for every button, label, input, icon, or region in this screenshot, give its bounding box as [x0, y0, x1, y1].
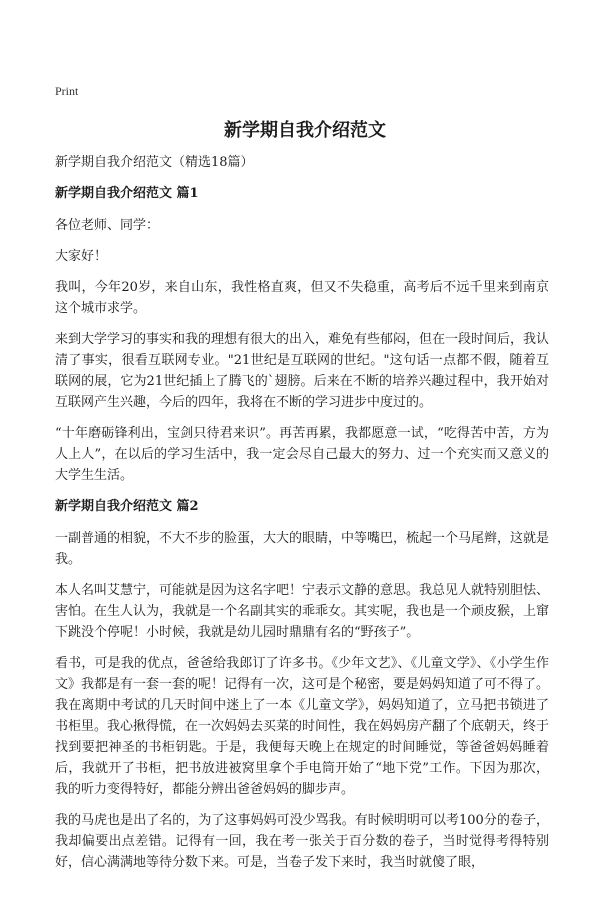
paragraph: 来到大学学习的事实和我的理想有很大的出入，难免有些郁闷，但在一段时间后，我认清了事实，很看互联网专业。"21世纪是互联网的世纪。"这句话一点都不假，随着互联网的展，它为21世纪插上了腾飞的`翅膀。后来在不断的培养兴趣过程中，我开始对互联网产生兴趣，今后的四年，我将在不断的学习进步中度过的。 [55, 332, 550, 410]
section-heading: 新学期自我介绍范文 篇2 [55, 499, 199, 514]
paragraph: 本人名叫艾慧宁，可能就是因为这名字吧！宁表示文静的意思。我总见人就特别胆怯、害怕。在生人认为，我就是一个名副其实的乖乖女。其实呢，我也是一个顽皮猴，上窜下跳没个停呢！小时候，我就是幼儿园时鼎鼎有名的“野孩子”。 [55, 583, 550, 640]
paragraph: 我叫，今年20岁，来自山东，我性格直爽，但又不失稳重，高考后不远千里来到南京这个城市求学。 [55, 280, 549, 316]
print-label: Print [55, 84, 79, 98]
paragraph: 大家好！ [55, 249, 108, 264]
paragraph: 看书，可是我的优点，爸爸给我郎订了许多书。《少年文艺》、《儿童文学》、《小学生作文》我都是有一套一套的呢！记得有一次，这可是个秘密，要是妈妈知道了可不得了。我在离期中考试的几天时间中迷上了一本《儿童文学》，妈妈知道了，立马把书锁进了书柜里。我心揪得慌，在一次妈妈去买菜的时间性，我在妈妈房产翻了个底朝天，终于找到要把神圣的书柜钥匙。于是，我便每天晚上在规定的时间睡觉，等爸爸妈妈睡着后，我就开了书柜，把书放进被窝里拿个手电筒开始了“地下党”工作。下因为那次，我的听力变得特好，都能分辨出爸爸妈妈的脚步声。 [55, 656, 550, 797]
section-heading: 新学期自我介绍范文 篇1 [55, 186, 199, 201]
paragraph: 各位老师、同学： [55, 218, 160, 233]
paragraph: 我的马虎也是出了名的，为了这事妈妈可没少骂我。有时候明明可以考100分的卷子，我却偏要出点差错。记得有一回，我在考一张关于百分数的卷子，当时觉得考得特别好，信心满满地等待分数下来。可是，当卷子发下来时，我当时就傻了眼， [55, 813, 549, 870]
document-body [55, 152, 549, 883]
document-title: 新学期自我介绍范文 [224, 120, 386, 141]
document-subtitle: 新学期自我介绍范文（精选18篇） [55, 155, 254, 170]
paragraph: 一副普通的相貌，不大不步的脸蛋，大大的眼睛，中等嘴巴，梳起一个马尾辫，这就是我。 [55, 531, 550, 567]
paragraph: “十年磨砺锋利出，宝剑只待君来识”。再苦再累，我都愿意一试，“吃得苦中苦，方为人上人”，在以后的学习生活中，我一定会尽自己最大的努力、过一个充实而又意义的大学生生活。 [55, 426, 549, 483]
